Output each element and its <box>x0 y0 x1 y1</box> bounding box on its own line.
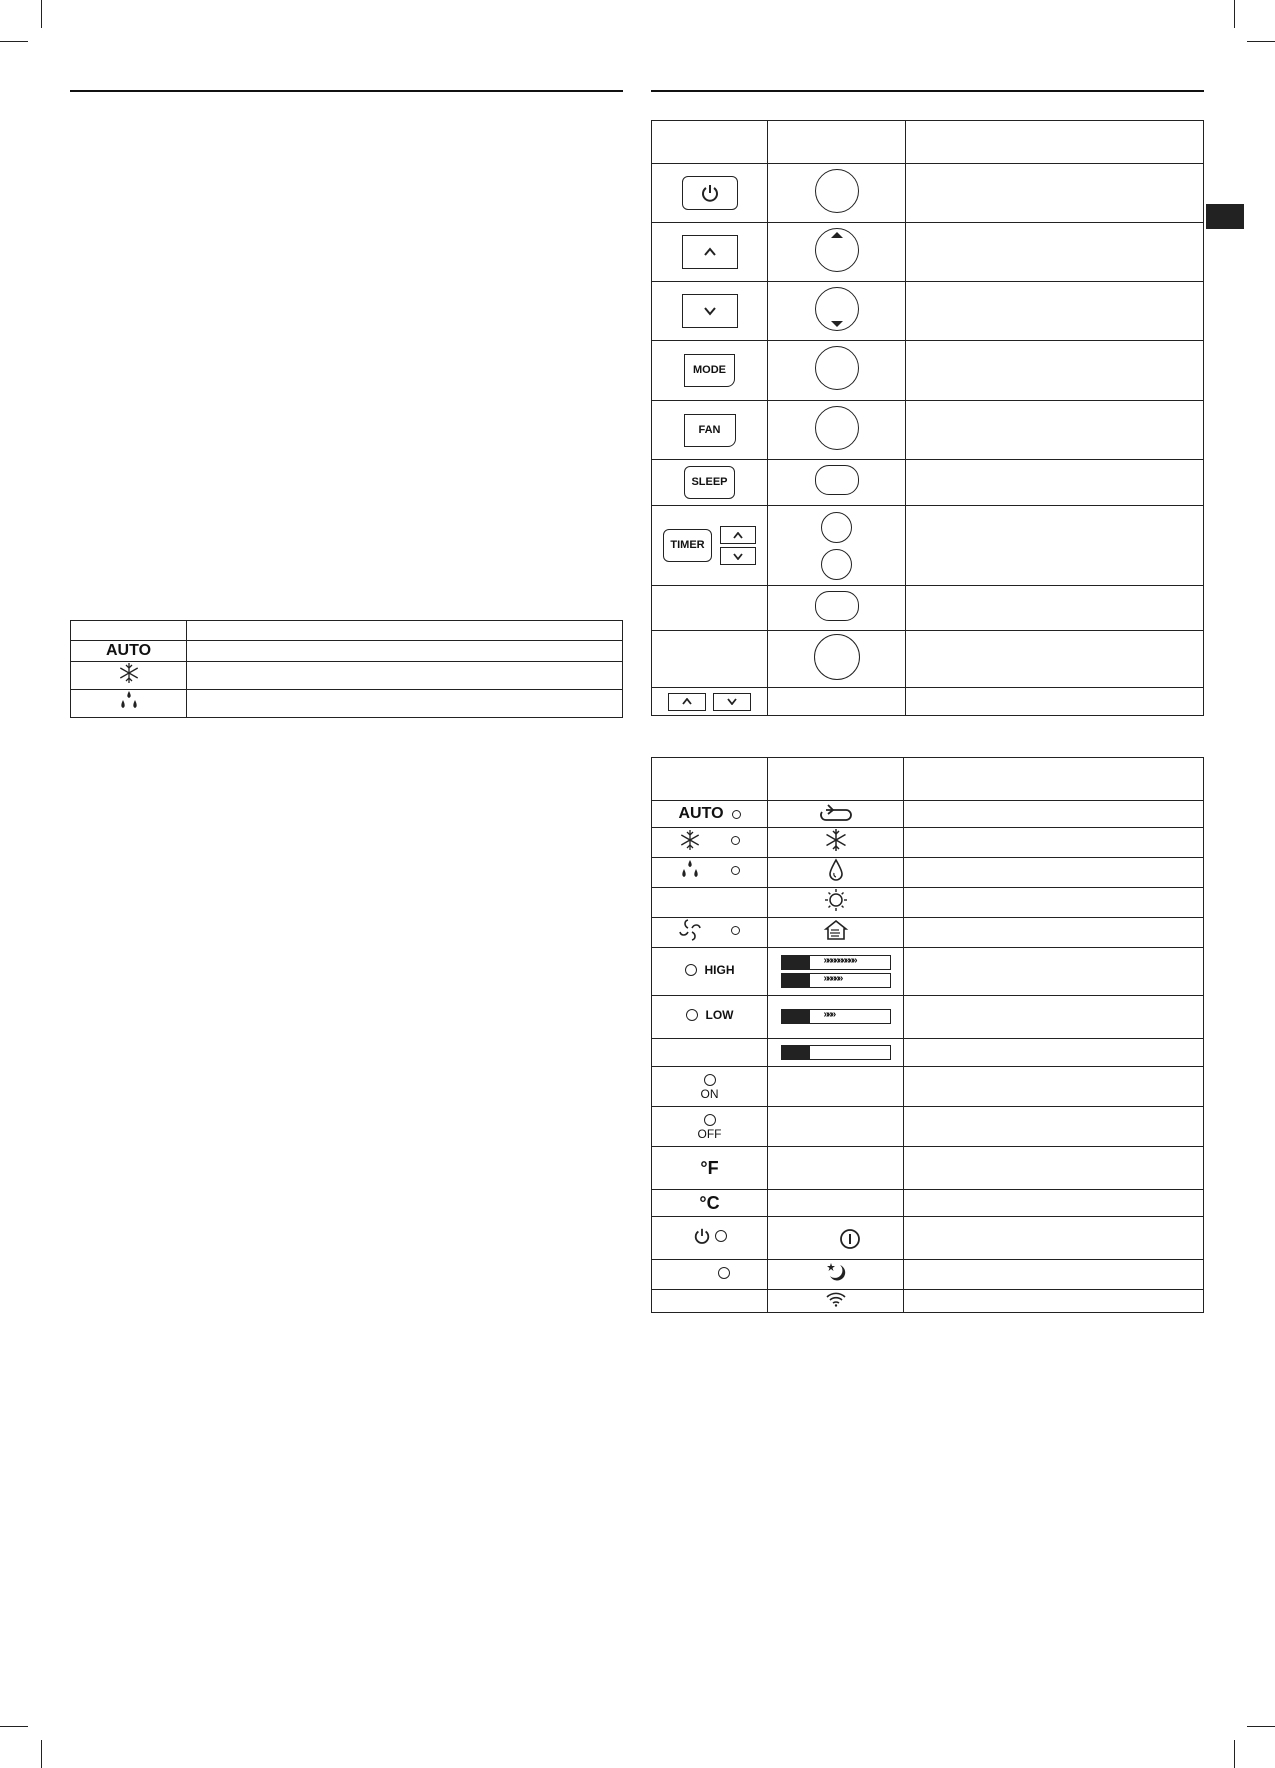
indicator-led <box>686 1009 698 1021</box>
crop-mark <box>41 1740 42 1768</box>
on-label: ON <box>700 1086 719 1101</box>
crop-mark <box>0 41 28 42</box>
indicator-led <box>731 836 740 845</box>
off-label: OFF <box>697 1126 722 1141</box>
fan-speed-bar-min <box>781 1045 891 1060</box>
moon-star-icon <box>824 1261 848 1283</box>
droplets-icon <box>679 859 701 881</box>
high-label: HIGH <box>704 962 735 977</box>
timer-up-button[interactable] <box>720 526 756 544</box>
triangle-up-icon <box>830 231 844 239</box>
snowflake-icon <box>118 662 140 684</box>
snowflake-icon <box>824 828 848 852</box>
crop-mark <box>41 0 42 28</box>
mode-cool-cell <box>71 662 187 690</box>
snowflake-icon <box>679 829 701 851</box>
left-header-rule <box>70 90 623 92</box>
panel-pill-button[interactable] <box>815 591 859 621</box>
header-cell <box>652 758 768 801</box>
power-led <box>715 1230 727 1242</box>
panel-timer-down-button[interactable] <box>821 549 852 580</box>
header-cell <box>768 758 904 801</box>
header-cell <box>71 621 187 641</box>
power-icon <box>693 1227 711 1245</box>
remote-power-button[interactable] <box>682 176 738 210</box>
header-cell <box>904 758 1204 801</box>
header-cell <box>187 621 623 641</box>
panel-timer-up-button[interactable] <box>821 512 852 543</box>
remote-down-small-button[interactable] <box>713 693 751 711</box>
chevron-up-icon <box>703 247 717 257</box>
panel-mode-button[interactable] <box>815 346 859 390</box>
remote-fan-button[interactable]: FAN <box>684 414 736 447</box>
auto-cycle-icon <box>818 802 854 822</box>
remote-up-small-button[interactable] <box>668 693 706 711</box>
droplets-icon <box>118 690 140 712</box>
remote-mode-button[interactable]: MODE <box>684 354 735 387</box>
power-indicator-icon <box>839 1228 861 1250</box>
fan-speed-bar-medium: »»»»» <box>781 973 891 988</box>
power-icon <box>700 183 720 203</box>
wifi-icon <box>825 1291 847 1307</box>
crop-mark <box>1247 41 1275 42</box>
panel-fan-button[interactable] <box>815 406 859 450</box>
chevron-up-icon <box>733 532 743 539</box>
remote-timer-button[interactable]: TIMER <box>663 529 711 562</box>
crop-mark <box>0 1726 28 1727</box>
crop-mark <box>1247 1726 1275 1727</box>
panel-power-button[interactable] <box>815 169 859 213</box>
panel-round-button[interactable] <box>814 634 860 680</box>
header-cell <box>652 121 768 164</box>
timer-off-led <box>704 1114 716 1126</box>
sleep-led <box>718 1267 730 1279</box>
fahrenheit-label: °F <box>700 1157 719 1178</box>
mode-table <box>70 620 623 718</box>
indicator-led <box>685 964 697 976</box>
indicators-table <box>651 757 1204 1313</box>
header-cell <box>906 121 1204 164</box>
crop-mark <box>1234 1740 1235 1768</box>
panel-sleep-button[interactable] <box>815 465 859 495</box>
section-tab-marker <box>1206 204 1244 229</box>
panel-up-button[interactable] <box>815 228 859 272</box>
timer-on-led <box>704 1074 716 1086</box>
indicator-led <box>731 926 740 935</box>
panel-down-button[interactable] <box>815 287 859 331</box>
chevron-up-icon <box>682 698 692 705</box>
fan-icon <box>679 919 701 941</box>
triangle-down-icon <box>830 320 844 328</box>
chevron-down-icon <box>727 698 737 705</box>
buttons-table <box>651 120 1204 716</box>
low-label: LOW <box>705 1008 734 1022</box>
header-cell <box>768 121 906 164</box>
remote-down-button[interactable] <box>682 294 738 328</box>
auto-label: AUTO <box>105 642 152 659</box>
chevron-down-icon <box>703 306 717 316</box>
timer-down-button[interactable] <box>720 547 756 565</box>
remote-sleep-button[interactable]: SLEEP <box>684 466 734 499</box>
celsius-label: °C <box>699 1192 720 1213</box>
house-fan-icon <box>823 919 849 941</box>
fan-speed-bar-low: »»» <box>781 1009 891 1024</box>
fan-speed-bar-high: »»»»»»»»» <box>781 955 891 970</box>
crop-mark <box>1234 0 1235 28</box>
mode-dry-cell <box>71 690 187 718</box>
right-header-rule <box>651 90 1204 92</box>
remote-up-button[interactable] <box>682 235 738 269</box>
sun-icon <box>824 888 848 912</box>
indicator-led <box>731 866 740 875</box>
auto-indicator-label: AUTO <box>678 805 724 822</box>
droplet-icon <box>827 858 845 882</box>
mode-auto-cell <box>71 641 187 662</box>
indicator-led <box>732 810 741 819</box>
chevron-down-icon <box>733 553 743 560</box>
